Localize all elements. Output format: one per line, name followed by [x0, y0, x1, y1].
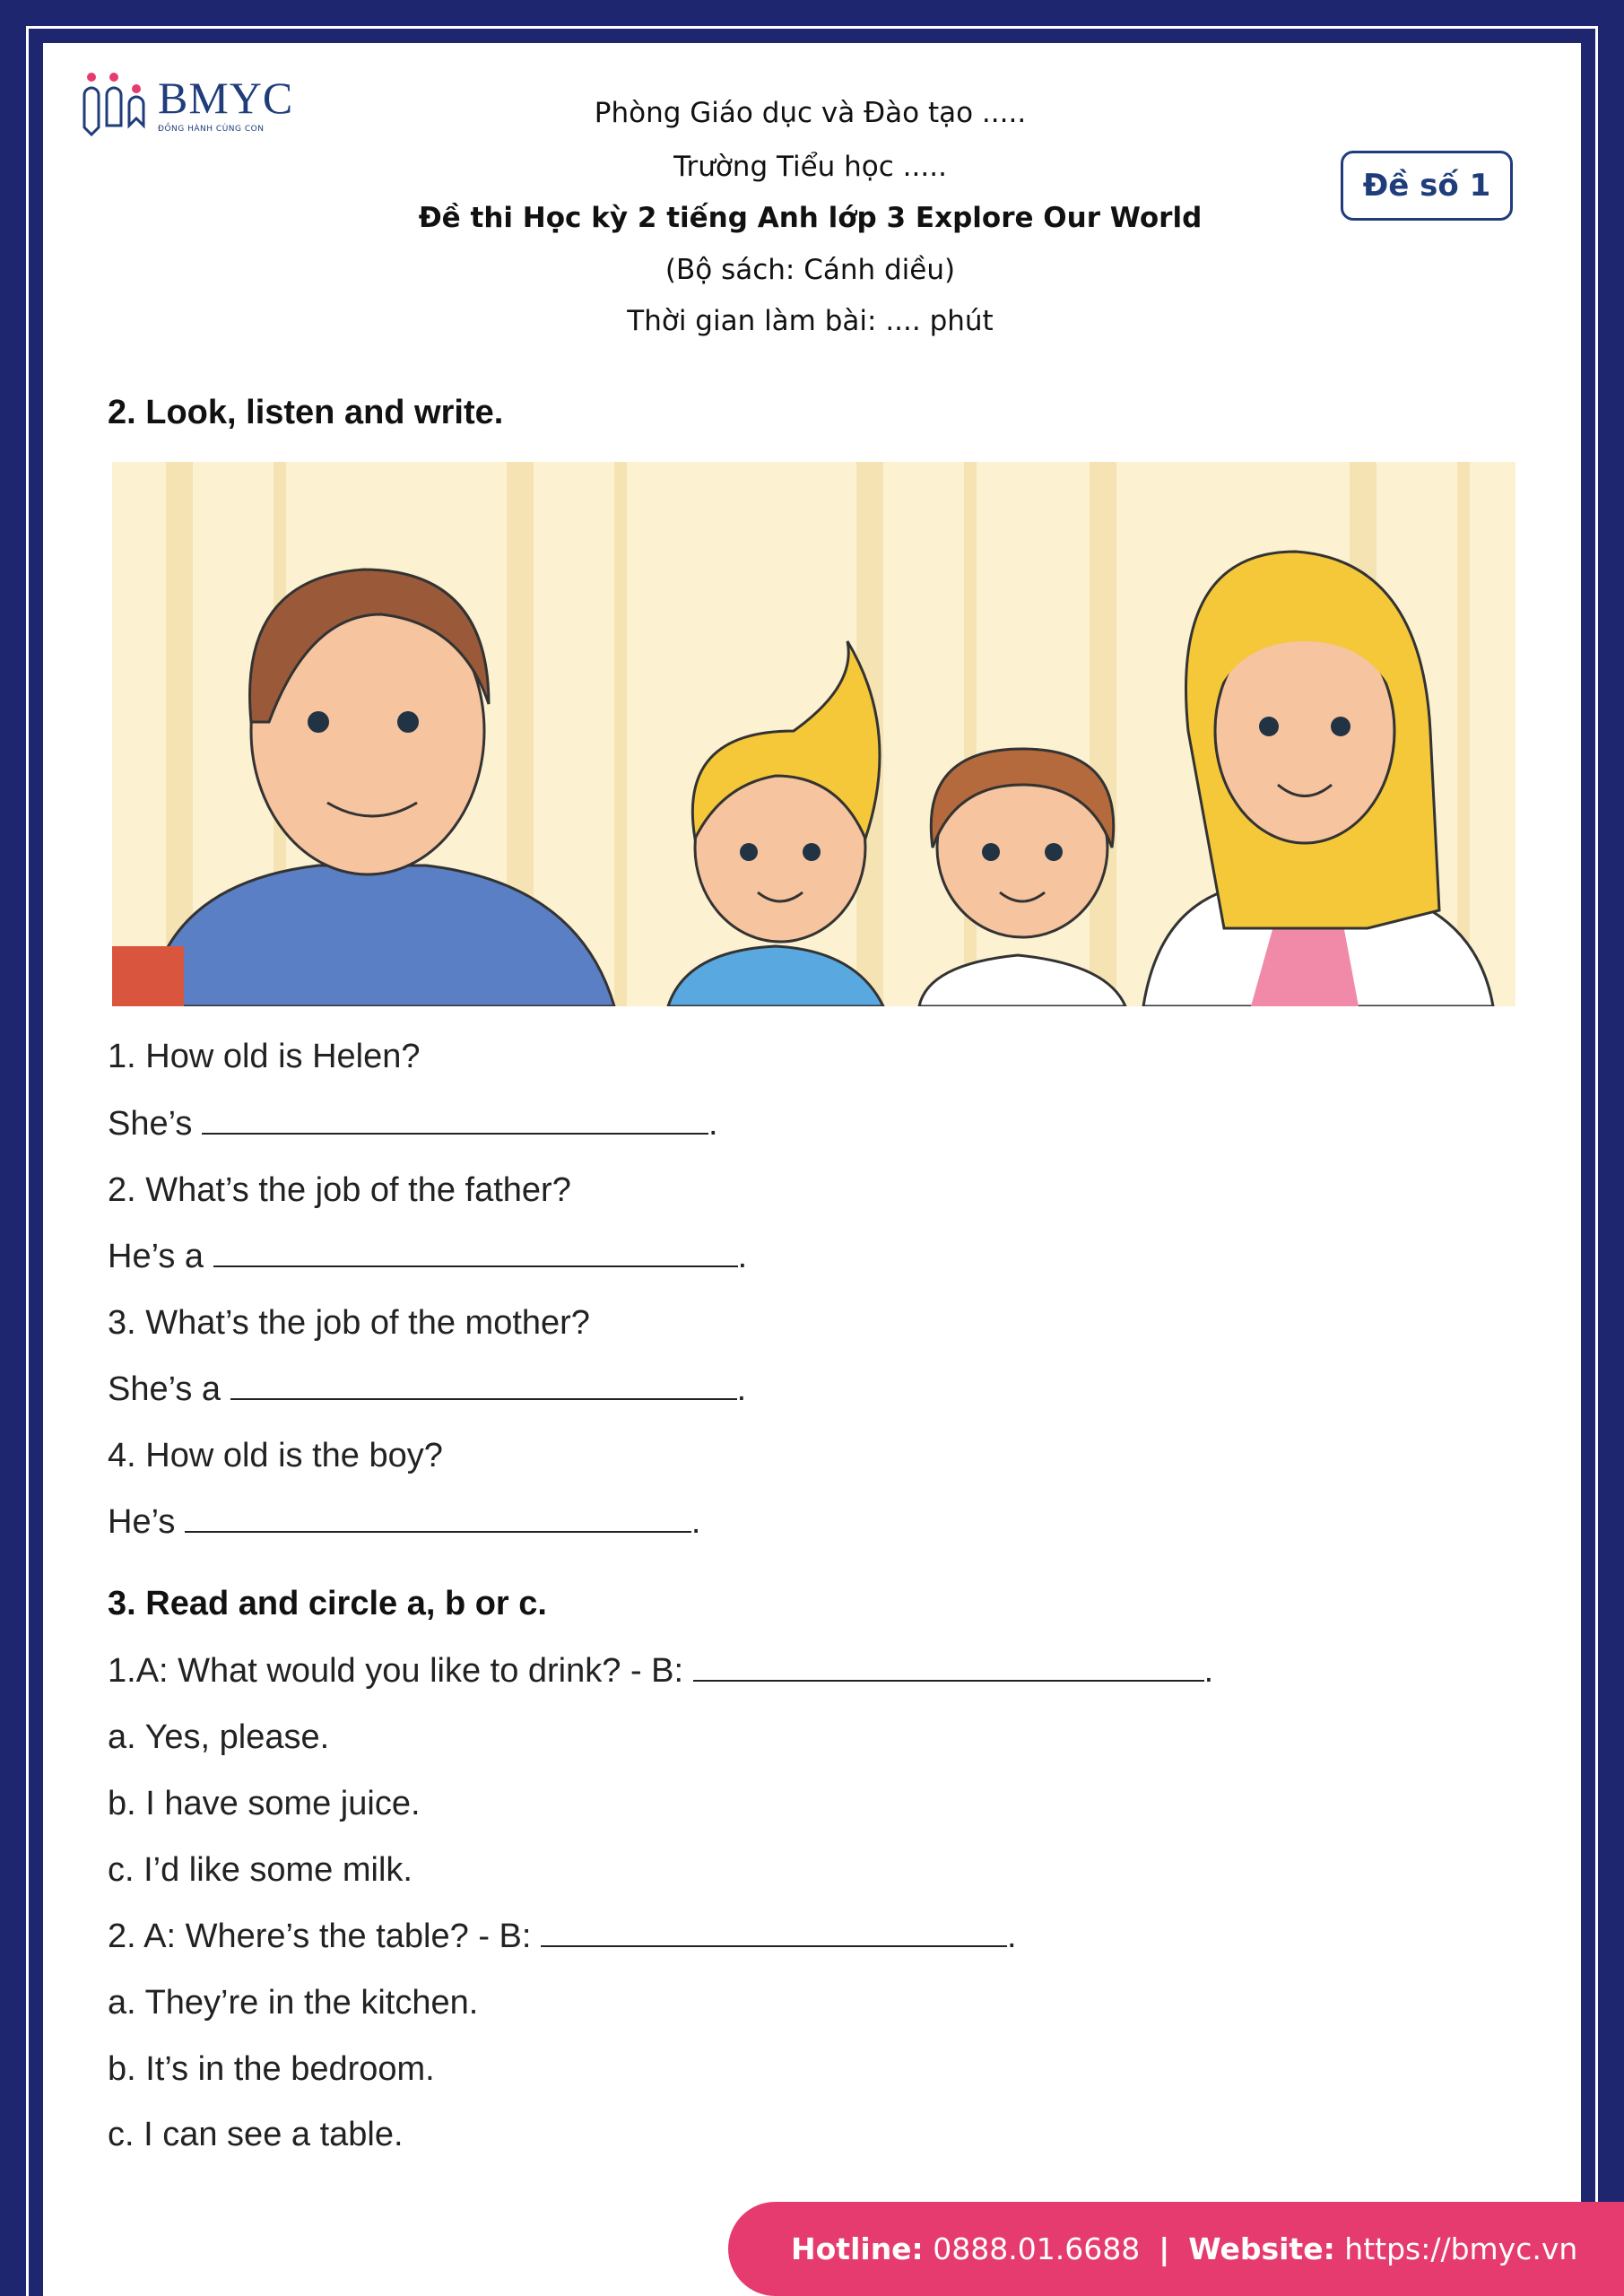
- question-2: 2. What’s the job of the father?: [108, 1171, 571, 1209]
- department-line: Phòng Giáo dục và Đào tạo .....: [594, 97, 1027, 129]
- option-2a[interactable]: a. They’re in the kitchen.: [108, 1984, 479, 2022]
- option-2c[interactable]: c. I can see a table.: [108, 2116, 404, 2153]
- section2-title: 2. Look, listen and write.: [108, 394, 504, 431]
- answer-blank-2[interactable]: [213, 1265, 738, 1267]
- section3-title: 3. Read and circle a, b or c.: [108, 1585, 547, 1622]
- period: .: [737, 1238, 748, 1275]
- option-1b[interactable]: b. I have some juice.: [108, 1785, 421, 1822]
- question-text: 1.A: What would you like to drink? - B:: [108, 1652, 684, 1690]
- exam-number-badge: Đề số 1: [1341, 151, 1513, 221]
- period: .: [1007, 1918, 1017, 1955]
- option-1a[interactable]: a. Yes, please.: [108, 1718, 330, 1756]
- question-3: 3. What’s the job of the mother?: [108, 1304, 590, 1342]
- mc-question-2: [108, 1916, 1017, 1957]
- period: .: [690, 1503, 701, 1541]
- answer-line-4: [108, 1501, 700, 1543]
- separator: |: [1159, 2231, 1170, 2266]
- period: .: [708, 1105, 718, 1143]
- logo-tagline: ĐỒNG HÀNH CÙNG CON: [158, 125, 265, 134]
- mc-blank-2[interactable]: [541, 1944, 1007, 1947]
- time-line: Thời gian làm bài: .... phút: [627, 305, 994, 337]
- answer-line-1: [108, 1103, 718, 1144]
- school-line: Trường Tiểu học .....: [673, 151, 947, 183]
- answer-prefix: She’s: [108, 1105, 193, 1143]
- mc-blank-1[interactable]: [693, 1679, 1204, 1682]
- question-1: 1. How old is Helen?: [108, 1038, 421, 1075]
- option-2b[interactable]: b. It’s in the bedroom.: [108, 2050, 435, 2088]
- hotline-label: Hotline:: [791, 2231, 924, 2266]
- hotline-number[interactable]: 0888.01.6688: [933, 2231, 1141, 2266]
- answer-blank-3[interactable]: [230, 1397, 737, 1400]
- answer-prefix: He’s a: [108, 1238, 204, 1275]
- mc-question-1: [108, 1650, 1213, 1692]
- option-1c[interactable]: c. I’d like some milk.: [108, 1851, 413, 1889]
- logo-name: BMYC: [158, 73, 294, 123]
- period: .: [736, 1370, 747, 1408]
- book-line: (Bộ sách: Cánh diều): [664, 254, 956, 286]
- exam-title: Đề thi Học kỳ 2 tiếng Anh lớp 3 Explore Our World: [418, 202, 1203, 234]
- answer-prefix: She’s a: [108, 1370, 221, 1408]
- answer-blank-1[interactable]: [202, 1132, 708, 1135]
- answer-line-3: [108, 1369, 746, 1410]
- question-text: 2. A: Where’s the table? - B:: [108, 1918, 532, 1955]
- answer-prefix: He’s: [108, 1503, 176, 1541]
- period: .: [1203, 1652, 1214, 1690]
- footer-contact-bar: [728, 2202, 1624, 2296]
- answer-line-2: [108, 1236, 747, 1277]
- answer-blank-4[interactable]: [185, 1530, 691, 1533]
- question-4: 4. How old is the boy?: [108, 1437, 443, 1474]
- website-label: Website:: [1188, 2231, 1335, 2266]
- website-link[interactable]: https://bmyc.vn: [1344, 2231, 1578, 2266]
- family-illustration: [112, 462, 1515, 1006]
